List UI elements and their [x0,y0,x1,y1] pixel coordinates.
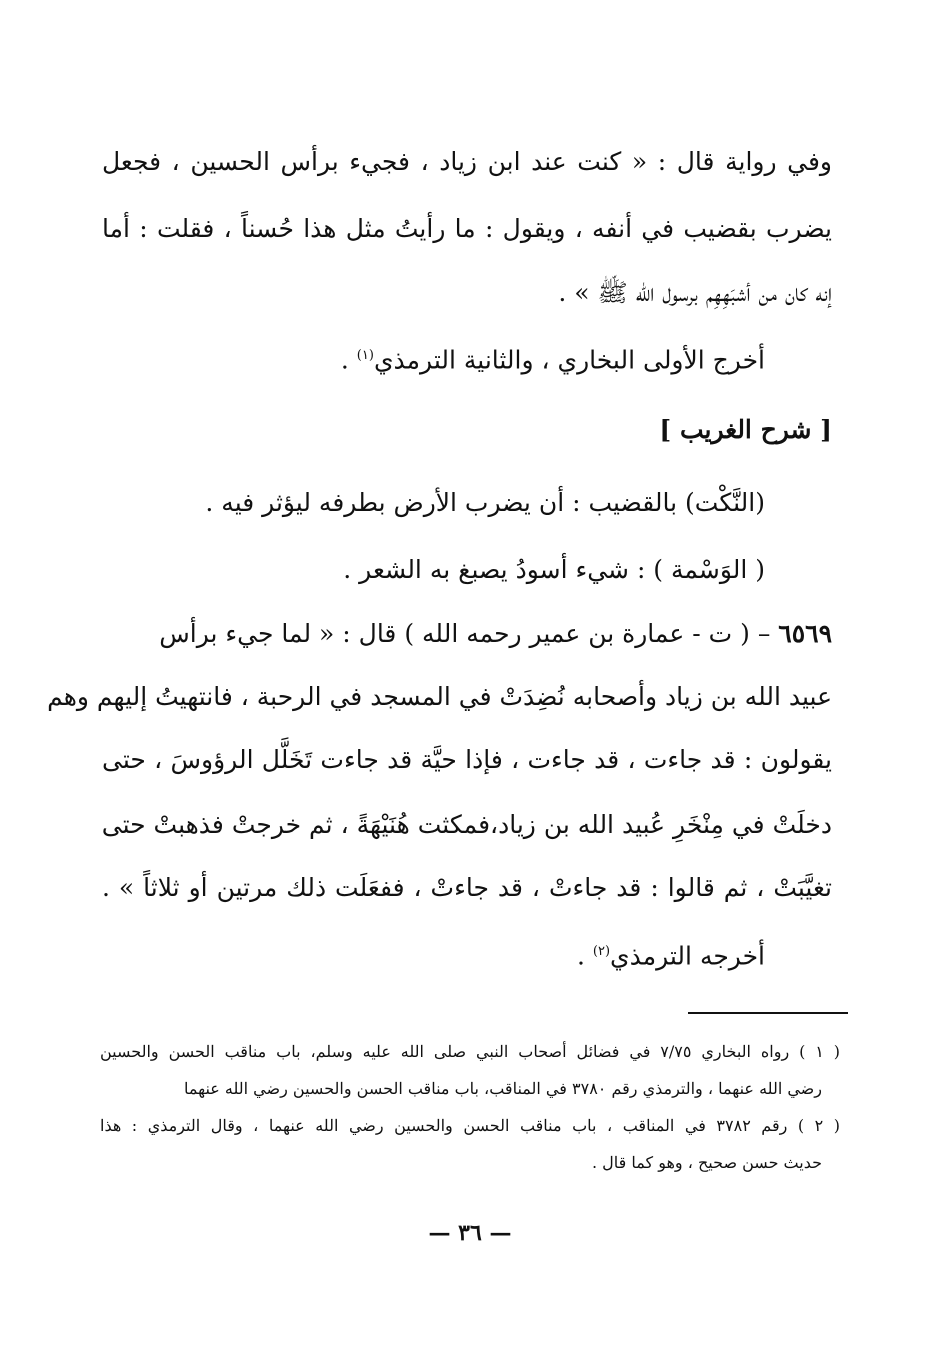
body-line-3: إنه كان من أشبَهِهِم برسول الله ﷺ » . [558,278,832,307]
footnote-line-2: رضي الله عنهما ، والترمذي رقم ٣٧٨٠ في المناقب، باب مناقب الحسن والحسين رضي الله عنهما [183,1079,822,1098]
hadith-line-4: دخلَتْ في مِنْخَرِ عُبيد الله بن زياد،فمكثت هُنَيْهَةً ، ثم خرجتْ فذهبتْ حتى [101,810,832,839]
hadith-number: ٦٥٦٩ [778,619,832,648]
footnote-line-3: ( ٢ ) رقم ٣٧٨٢ في المناقب ، باب مناقب الحسن والحسين رضي الله عنهما ، وقال الترمذي : هذا [100,1116,841,1135]
takhrij-line-2 [577,930,765,974]
hadith-line-2: عبيد الله بن زياد وأصحابه نُضِدَتْ في المسجد في الرحبة ، فانتهيتُ إليهم وهم [47,682,832,711]
gharib-heading: [ شرح الغريب ] [659,415,832,444]
body-line-1: وفي رواية قال : « كنت عند ابن زياد ، فجيء برأس الحسين ، فجعل [102,147,832,176]
takhrij-line-1 [341,334,765,378]
footnote-line-1: ( ١ ) رواه البخاري ٧/٧٥ في فضائل أصحاب النبي صلى الله عليه وسلم، باب مناقب الحسن والحسين [100,1042,841,1061]
hadith-line-5: تغيَّبَتْ ، ثم قالوا : قد جاءتْ ، قد جاءتْ ، ففعَلَت ذلك مرتين أو ثلاثاً » . [102,873,832,902]
hadith-start-line [159,612,832,656]
takhrij-text-2: أخرجه الترمذي [610,941,765,971]
footnote-ref-1: (١) [356,348,374,363]
takhrij-period-1: . [340,345,357,375]
takhrij-text-1: أخرج الأولى البخاري ، والثانية الترمذي [373,345,765,375]
hadith-line-3: يقولون : قد جاءت ، قد جاءت ، فإذا حيَّة قد جاءت تَخَلَّل الرؤوسَ ، حتى [102,745,832,774]
hadith-start-text: – ( ت - عمارة بن عمير رحمه الله ) قال : « لما جيء برأس [159,619,771,648]
page-number: — ٣٦ — [428,1220,512,1246]
footnote-separator [688,1012,848,1014]
body-line-2: يضرب بقضيب في أنفه ، ويقول : ما رأيتُ مثل هذا حُسناً ، فقلت : أما [102,214,832,243]
gharib-line-1: (النَّكْت) بالقضيب : أن يضرب الأرض بطرفه ليؤثر فيه . [205,488,765,517]
footnote-line-4: حديث حسن صحيح ، وهو كما قال . [591,1153,822,1172]
gharib-line-2: ( الوَسْمة ) : شيء أسودُ يصبغ به الشعر . [343,555,765,584]
footnote-ref-2: (٢) [592,944,611,959]
takhrij-period-2: . [576,941,593,971]
